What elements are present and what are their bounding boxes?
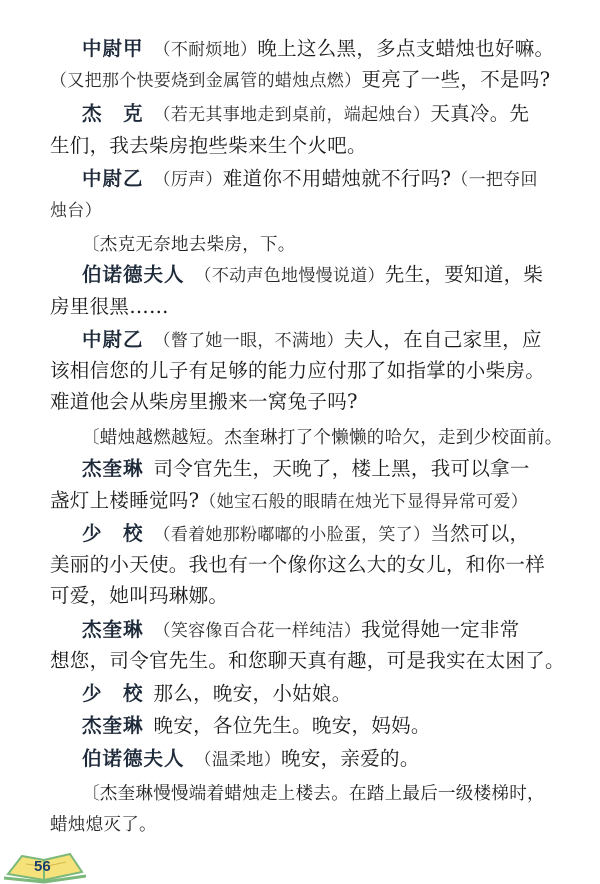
stage-direction: （不动声色地慢慢说道）: [194, 266, 385, 286]
speaker-name: 杰奎琳: [82, 457, 144, 480]
stage-direction: （又把那个快要烧到金属管的蜡烛点燃）: [50, 71, 362, 91]
dialogue-text: 我觉得她一定非常: [361, 618, 520, 641]
stage-direction: （看着她那粉嘟嘟的小脸蛋，笑了）: [153, 525, 431, 545]
dialogue-text: 生们，我去柴房抱些柴来生个火吧。: [50, 134, 367, 157]
speaker-name: 杰奎琳: [82, 618, 144, 641]
dialogue-text: 房里很黑……: [50, 295, 169, 318]
dialogue-line-8: [82, 262, 600, 289]
dialogue-line-18: [50, 583, 580, 609]
dialogue-text: 美丽的小天使。我也有一个像你这么大的女儿，和你一样: [50, 553, 546, 576]
speaker-name: 少 校: [82, 682, 144, 705]
speaker-name: 中尉乙: [82, 167, 144, 190]
stage-note: 〔蜡烛越燃越短。杰奎琳打了个懒懒的哈欠，走到少校面前。: [82, 428, 563, 448]
dialogue-line-23: [82, 746, 600, 773]
page-number: 56: [34, 858, 51, 875]
dialogue-text: 先生，要知道，柴: [384, 263, 544, 286]
stage-direction: （温柔地）: [194, 750, 282, 770]
dialogue-line-3: [82, 101, 600, 128]
speaker-name: 杰 克: [82, 102, 144, 125]
dialogue-text: 想您，司令官先生。和您聊天真有趣，可是我实在太困了。: [50, 649, 565, 672]
stage-note-1: [82, 231, 600, 258]
stage-note: 〔杰克无奈地去柴房，下。: [82, 235, 296, 255]
stage-direction: 烛台）: [50, 201, 102, 221]
dialogue-line-5: [82, 166, 600, 193]
dialogue-line-20: [50, 648, 580, 674]
dialogue-text: 难道他会从柴房里搬来一窝兔子吗?: [50, 390, 358, 413]
stage-note: 蜡烛熄灭了。: [50, 815, 157, 835]
stage-direction: （一把夺回: [451, 170, 538, 190]
dialogue-line-10: [82, 327, 600, 354]
stage-direction: （瞥了她一眼，不满地）: [153, 331, 344, 351]
dialogue-line-17: [50, 552, 580, 578]
dialogue-text: 可爱，她叫玛琳娜。: [50, 584, 229, 607]
dialogue-text: 晚安，各位先生。晚安，妈妈。: [153, 714, 431, 737]
dialogue-line-11: [50, 358, 580, 384]
dialogue-line-16: [82, 521, 600, 548]
dialogue-line-19: [82, 617, 600, 644]
speaker-name: 中尉乙: [82, 328, 144, 351]
stage-direction: （不耐烦地）: [153, 40, 258, 60]
dialogue-text: 晚安，亲爱的。: [281, 747, 420, 770]
speaker-name: 少 校: [82, 522, 144, 545]
dialogue-line-4: [50, 133, 580, 159]
dialogue-text: 司令官先生，天晚了，楼上黑，我可以拿一: [153, 457, 530, 480]
stage-direction: （她宝石般的眼睛在烛光下显得异常可爱）: [199, 492, 529, 512]
dialogue-text: 天真冷。先: [430, 102, 530, 125]
stage-note: 〔杰奎琳慢慢端着蜡烛走上楼去。在踏上最后一级楼梯时，: [82, 784, 545, 804]
dialogue-text: 该相信您的儿子有足够的能力应付那了如指掌的小柴房。: [50, 359, 546, 382]
stage-direction: （若无其事地走到桌前，端起烛台）: [153, 105, 431, 125]
dialogue-text: 难道你不用蜡烛就不行吗?: [222, 167, 452, 190]
speaker-name: 杰奎琳: [82, 714, 144, 737]
stage-direction: （笑容像百合花一样纯洁）: [153, 621, 362, 641]
dialogue-line-9: [50, 294, 580, 320]
dialogue-line-22: [82, 713, 600, 739]
stage-note-3: [82, 780, 600, 807]
dialogue-line-14: [82, 456, 600, 482]
speaker-name: 伯诺德夫人: [82, 263, 185, 286]
speaker-name: 伯诺德夫人: [82, 747, 185, 770]
stage-direction: （厉声）: [153, 170, 223, 190]
page-footer: [0, 820, 600, 884]
dialogue-text: 那么，晚安，小姑娘。: [153, 682, 352, 705]
dialogue-text: 盏灯上楼睡觉吗?: [50, 489, 200, 512]
dialogue-line-12: [50, 389, 580, 415]
dialogue-text: 当然可以，: [430, 522, 530, 545]
dialogue-text: 晚上这么黑，多点支蜡烛也好嘛。: [257, 37, 555, 60]
speaker-name: 中尉甲: [82, 37, 144, 60]
dialogue-line-15: [50, 488, 580, 515]
stage-note-2: [82, 424, 600, 451]
dialogue-line-1: [82, 36, 600, 63]
dialogue-line-6: [50, 197, 580, 224]
dialogue-text: 更亮了一些，不是吗?: [361, 68, 551, 91]
dialogue-line-21: [82, 681, 600, 707]
dialogue-text: 夫人，在自己家里，应: [343, 328, 542, 351]
dialogue-line-2: [50, 67, 580, 94]
